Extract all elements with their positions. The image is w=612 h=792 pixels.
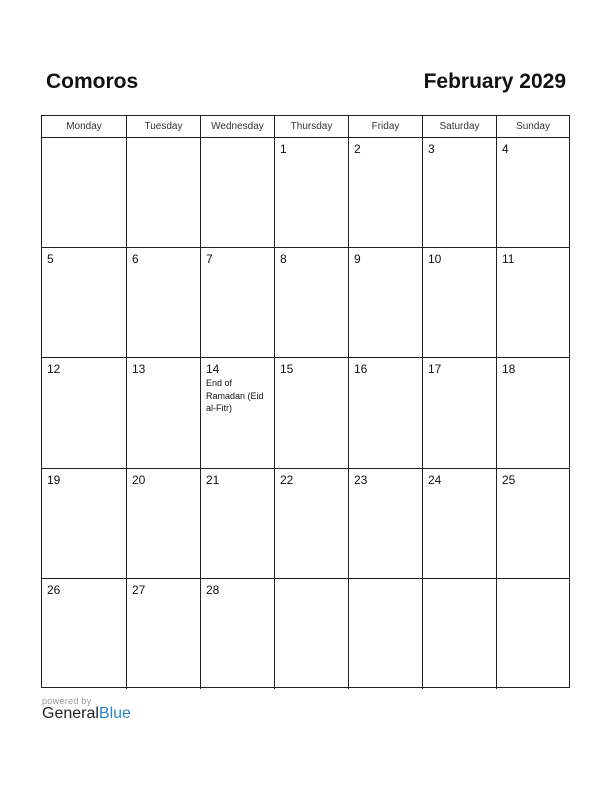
weekday-header-row [42,116,569,138]
day-number: 2 [354,142,361,156]
day-cell[interactable] [423,358,497,467]
day-number: 21 [206,472,220,487]
day-cell[interactable] [349,248,423,357]
holiday-label: End of Ramadan (Eid al-Fitr) [206,378,264,414]
day-number: 20 [132,472,146,487]
day-number: 26 [47,582,61,597]
day-cell[interactable] [42,138,127,247]
day-cell[interactable] [275,579,349,689]
day-cell[interactable] [349,358,423,467]
brand-general: General [42,705,99,722]
day-cell[interactable] [201,579,275,689]
day-cell[interactable] [275,358,349,467]
day-cell[interactable] [497,358,569,467]
day-cell[interactable] [275,138,349,247]
day-cell[interactable] [42,579,127,689]
generalblue-logo[interactable] [42,705,131,723]
day-cell[interactable] [201,358,275,467]
day-number: 23 [354,472,368,487]
day-cell[interactable] [497,579,569,689]
day-cell[interactable] [127,579,201,689]
day-number: 4 [502,142,509,156]
day-number: 12 [47,362,61,377]
day-cell[interactable] [275,469,349,578]
day-cell[interactable] [201,248,275,357]
weekday-saturday: Saturday [423,116,497,137]
powered-by-text: powered by [42,696,92,706]
day-cell[interactable] [127,138,201,247]
day-number: 17 [428,362,442,377]
day-cell[interactable] [201,138,275,247]
week-row [42,579,569,689]
day-cell[interactable] [349,469,423,578]
day-cell[interactable] [423,138,497,247]
day-cell[interactable] [497,248,569,357]
day-cell[interactable] [127,358,201,467]
day-cell[interactable] [349,579,423,689]
calendar-header [46,70,566,100]
day-cell[interactable] [497,138,569,247]
day-number: 13 [132,362,146,377]
day-cell[interactable] [423,248,497,357]
weekday-tuesday: Tuesday [127,116,201,137]
weekday-monday: Monday [42,116,127,137]
weekday-wednesday: Wednesday [201,116,275,137]
brand-blue: Blue [98,705,131,722]
weekday-thursday: Thursday [275,116,349,137]
week-row [42,469,569,579]
day-cell[interactable] [275,248,349,357]
day-number: 14 [206,362,220,377]
weekday-sunday: Sunday [516,121,550,132]
day-cell[interactable] [42,248,127,357]
day-cell[interactable] [349,138,423,247]
day-number: 25 [502,472,516,487]
day-number: 24 [428,472,442,487]
day-number: 7 [206,252,213,267]
day-number: 27 [132,582,146,597]
country-title: Comoros [46,70,139,93]
day-number: 1 [280,142,287,156]
week-row [42,138,569,248]
day-number: 22 [280,472,294,487]
day-number: 5 [47,252,54,267]
week-row [42,358,569,468]
day-cell[interactable] [423,579,497,689]
day-number: 3 [428,142,435,156]
day-cell[interactable] [497,469,569,578]
day-number: 19 [47,472,61,487]
day-cell[interactable] [423,469,497,578]
day-cell[interactable] [201,469,275,578]
day-number: 11 [502,252,515,267]
weekday-friday: Friday [349,116,423,137]
month-title: February 2029 [423,70,566,93]
day-number: 6 [132,252,139,267]
calendar-grid [41,115,570,688]
day-number: 8 [280,252,287,267]
footer [42,696,131,723]
day-cell[interactable] [127,248,201,357]
day-number: 16 [354,362,368,377]
day-number: 9 [354,252,361,267]
day-cell[interactable] [127,469,201,578]
week-row [42,248,569,358]
day-number: 28 [206,582,220,597]
day-number: 10 [428,252,442,267]
day-cell[interactable] [42,358,127,467]
day-number: 15 [280,362,294,377]
day-cell[interactable] [42,469,127,578]
day-number: 18 [502,362,516,377]
